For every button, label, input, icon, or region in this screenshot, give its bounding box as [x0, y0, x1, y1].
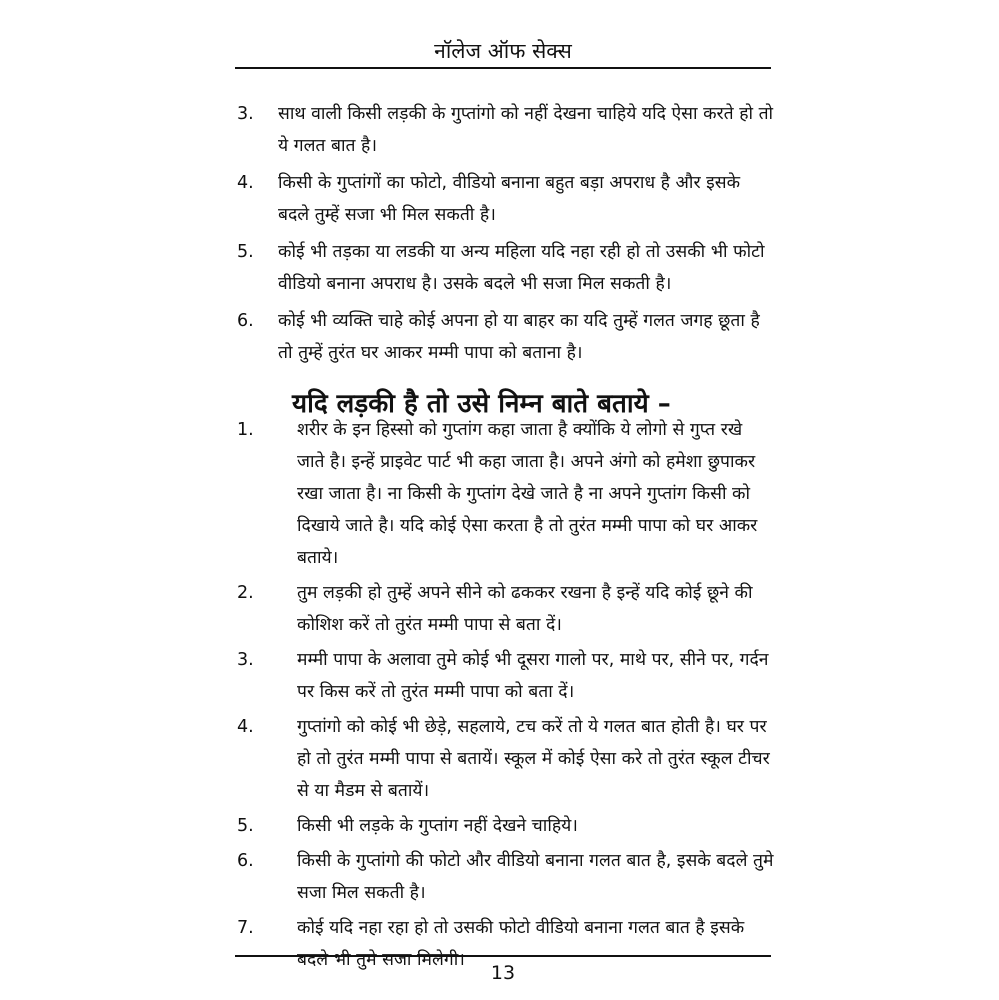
page-number: 13: [490, 962, 516, 984]
list-item-number: 6.: [237, 311, 254, 331]
list-item-text: किसी के गुप्तांगो की फोटो और वीडियो बनाना गलत बात है, इसके बदले तुमे सजा मिल सकती है।: [297, 851, 774, 903]
list-item-text: साथ वाली किसी लड़की के गुप्तांगो को नहीं देखना चाहिये यदि ऐसा करते हो तो ये गलत बात है।: [278, 104, 774, 156]
list-item-number: 2.: [237, 583, 254, 603]
list-item: [235, 644, 775, 708]
section-heading: यदि लड़की है तो उसे निम्न बाते बताये –: [292, 388, 671, 419]
list-item: [235, 236, 775, 300]
list-item-text: शरीर के इन हिस्सो को गुप्तांग कहा जाता है क्योंकि ये लोगो से गुप्त रखे जाते है। इन्हें प्राइवेट पार्ट भी कहा जाता है। अपने अंगो को हमेशा छुपाकर रखा जाता है। ना किसी के गुप्तांग देखे जाते है ना अपने गुप्तांग किसी को दिखाये जाते है। यदि कोई ऐसा करता है तो तुरंत मम्मी पापा को घर आकर बताये।: [297, 420, 758, 568]
list-item-number: 7.: [237, 918, 254, 938]
girls-guidance-list: [235, 414, 775, 979]
list-item-text: मम्मी पापा के अलावा तुमे कोई भी दूसरा गालो पर, माथे पर, सीने पर, गर्दन पर किस करें तो तुरंत मम्मी पापा को बता दें।: [297, 650, 769, 702]
guidance-list-continued: [235, 98, 775, 374]
list-item-number: 5.: [237, 816, 254, 836]
list-item: [235, 711, 775, 807]
list-item-text: किसी भी लड़के के गुप्तांग नहीं देखने चाहिये।: [297, 816, 578, 836]
list-item-text: कोई भी व्यक्ति चाहे कोई अपना हो या बाहर का यदि तुम्हें गलत जगह छूता है तो तुम्हें तुरंत घर आकर मम्मी पापा को बताना है।: [278, 311, 760, 363]
list-item: [235, 810, 775, 842]
list-item-number: 6.: [237, 851, 254, 871]
list-item: [235, 845, 775, 909]
list-item-text: कोई यदि नहा रहा हो तो उसकी फोटो वीडियो बनाना गलत बात है इसके बदले भी तुमे सजा मिलेगी।: [297, 918, 745, 970]
list-item-number: 1.: [237, 420, 254, 440]
list-item-number: 4.: [237, 717, 254, 737]
header-rule: [235, 67, 771, 69]
list-item-text: तुम लड़की हो तुम्हें अपने सीने को ढककर रखना है इन्हें यदि कोई छूने की कोशिश करें तो तुरंत मम्मी पापा से बता दें।: [297, 583, 753, 635]
list-item-text: गुप्तांगो को कोई भी छेड़े, सहलाये, टच करें तो ये गलत बात होती है। घर पर हो तो तुरंत मम्मी पापा से बतायें। स्कूल में कोई ऐसा करे तो तुरंत स्कूल टीचर से या मैडम से बतायें।: [297, 717, 770, 801]
list-item-number: 3.: [237, 650, 254, 670]
list-item: [235, 305, 775, 369]
footer-rule: [235, 955, 771, 957]
list-item-number: 4.: [237, 173, 254, 193]
running-header-title: नॉलेज ऑफ सेक्स: [434, 39, 572, 63]
list-item-text: कोई भी तड़का या लडकी या अन्य महिला यदि नहा रही हो तो उसकी भी फोटो वीडियो बनाना अपराध है। उसके बदले भी सजा मिल सकती है।: [278, 242, 765, 294]
list-item: [235, 414, 775, 574]
list-item: [235, 98, 775, 162]
list-item-text: किसी के गुप्तांगों का फोटो, वीडियो बनाना बहुत बड़ा अपराध है और इसके बदले तुम्हें सजा भी मिल सकती है।: [278, 173, 741, 225]
list-item: [235, 167, 775, 231]
list-item-number: 3.: [237, 104, 254, 124]
list-item: [235, 577, 775, 641]
list-item-number: 5.: [237, 242, 254, 262]
